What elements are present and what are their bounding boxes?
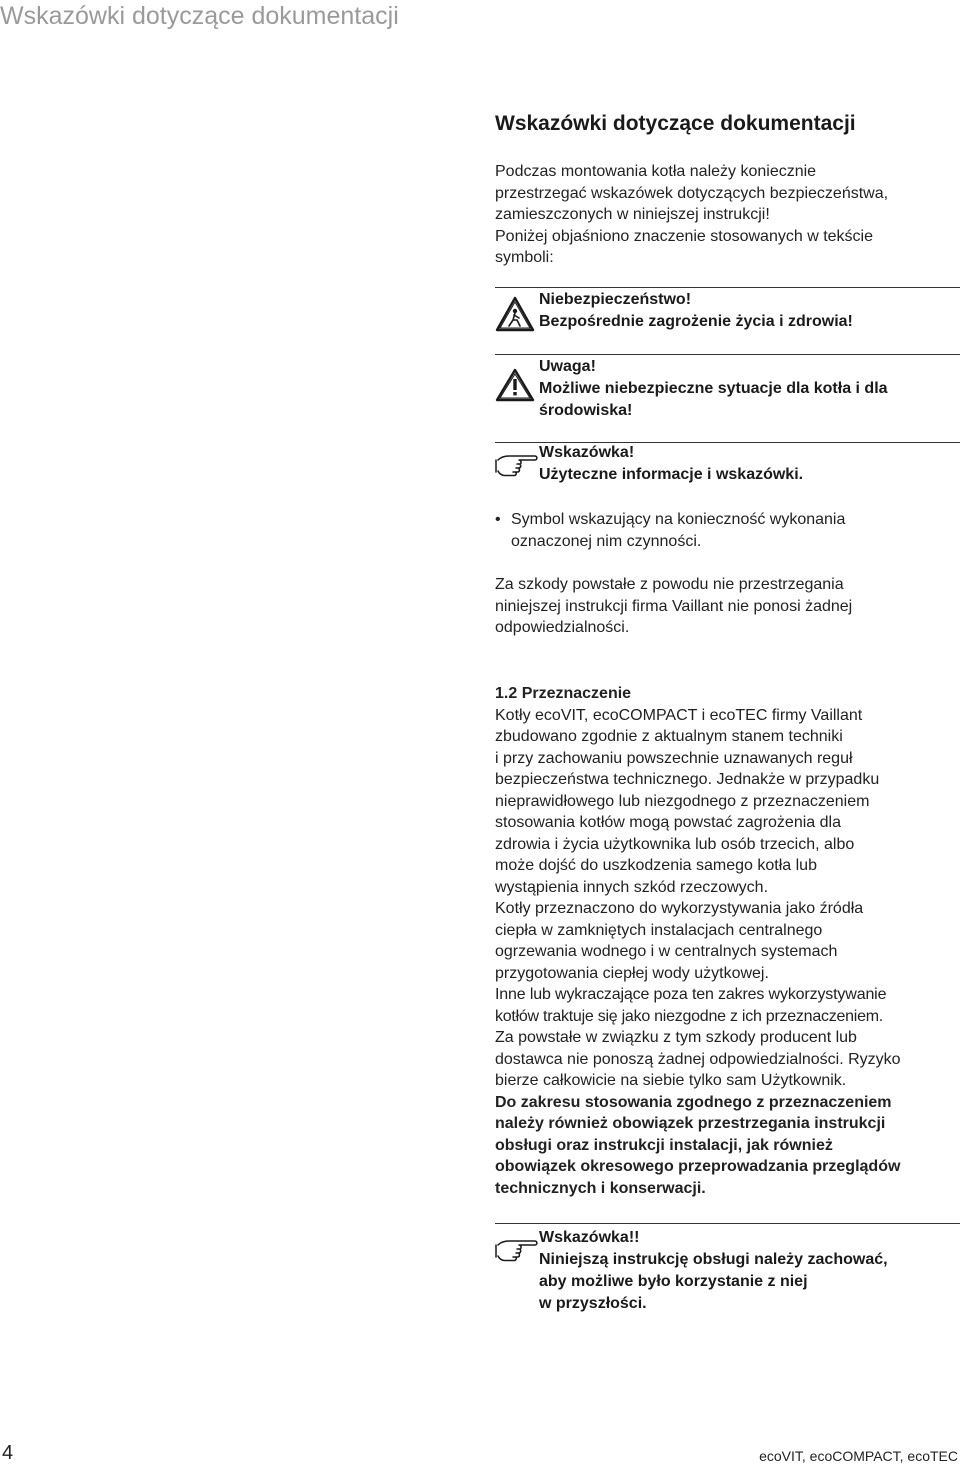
purpose-line: Za powstałe w związku z tym szkody producent lub [495, 1029, 857, 1046]
footer-products: ecoVIT, ecoCOMPACT, ecoTEC [759, 1448, 958, 1464]
danger-title: Niebezpieczeństwo! [539, 291, 692, 308]
purpose-line: nieprawidłowego lub niezgodnego z przeznaczeniem [495, 792, 870, 810]
danger-text: Bezpośrednie zagrożenie życia i zdrowia! [539, 313, 853, 330]
caution-divider [495, 354, 960, 355]
purpose-line: i przy zachowaniu powszechnie uznawanych reguł [495, 749, 853, 767]
purpose-line: stosowania kotłów mogą powstać zagrożenia dla [495, 814, 841, 831]
bullet-line: Symbol wskazujący na konieczność wykonania [511, 511, 846, 528]
intro-line: symboli: [495, 249, 554, 266]
running-header: Wskazówki dotyczące dokumentacji [0, 2, 399, 30]
purpose-line: Inne lub wykraczające poza ten zakres wykorzystywanie [495, 986, 887, 1003]
purpose-bold-line: obsługi oraz instrukcji instalacji, jak również [495, 1136, 833, 1154]
danger-divider [495, 287, 960, 288]
liability-paragraph [495, 574, 957, 639]
bullet-line: oznaczonej nim czynności. [511, 533, 702, 550]
purpose-line: Kotły ecoVIT, ecoCOMPACT i ecoTEC firmy Vaillant [495, 706, 863, 724]
purpose-bold-line: obowiązek okresowego przeprowadzania przeglądów [495, 1158, 901, 1175]
caution-text-line: środowiska! [539, 402, 633, 419]
purpose-line: zdrowia i życia użytkownika lub osób trzecich, albo [495, 835, 855, 853]
liability-line: Za szkody powstałe z powodu nie przestrzegania [495, 576, 844, 593]
caution-title: Uwaga! [539, 358, 596, 375]
liability-line: niniejszej instrukcji firma Vaillant nie ponosi żadnej [495, 597, 853, 615]
intro-line: Poniżej objaśniono znaczenie stosowanych w tekście [495, 227, 873, 245]
intro-line: Podczas montowania kotła należy koniecznie [495, 163, 817, 180]
hint-text: Użyteczne informacje i wskazówki. [539, 466, 804, 483]
bullet-glyph: • [495, 511, 501, 528]
purpose-line: dostawca nie ponoszą żadnej odpowiedzialności. Ryzyko [495, 1050, 901, 1068]
caution-text-line: Możliwe niebezpieczne sytuacje dla kotła i dla [539, 380, 888, 397]
final-hint-line: Niniejszą instrukcję obsługi należy zachować, [539, 1251, 888, 1268]
final-hint-line: aby możliwe było korzystanie z niej [539, 1273, 808, 1290]
purpose-section [495, 683, 960, 1199]
intro-paragraph [495, 161, 957, 269]
final-hint-line: w przyszłości. [539, 1295, 647, 1312]
purpose-line: bierze całkowicie na siebie tylko sam Użytkownik. [495, 1072, 847, 1089]
purpose-line: wystąpienia innych szkód rzeczowych. [495, 878, 769, 896]
intro-line: przestrzegać wskazówek dotyczących bezpieczeństwa, [495, 184, 889, 202]
final-hint-title: Wskazówka!! [539, 1229, 640, 1246]
page-number: 4 [2, 1442, 14, 1464]
purpose-line: może dojść do uszkodzenia samego kotła lub [495, 857, 817, 874]
pointing-hand-icon [495, 1236, 539, 1262]
purpose-line: przygotowania ciepłej wody użytkowej. [495, 964, 769, 982]
final-hint-divider [495, 1223, 960, 1224]
purpose-line: ciepła w zamkniętych instalacjach centralnego [495, 921, 823, 939]
purpose-bold-line: technicznych i konserwacji. [495, 1179, 706, 1197]
section-heading: Wskazówki dotyczące dokumentacji [495, 112, 856, 135]
hint-title: Wskazówka! [539, 444, 635, 461]
purpose-line: zbudowano zgodnie z aktualnym stanem techniki [495, 728, 843, 745]
purpose-line: bezpieczeństwa technicznego. Jednakże w przypadku [495, 771, 880, 788]
purpose-heading: 1.2 Przeznaczenie [495, 685, 632, 702]
purpose-line: Kotły przeznaczono do wykorzystywania jako źródła [495, 900, 864, 917]
purpose-line: ogrzewania wodnego i w centralnych systemach [495, 943, 838, 960]
exclamation-triangle-icon [495, 368, 535, 402]
purpose-line: kotłów traktuje się jako niezgodne z ich przeznaczeniem. [495, 1007, 883, 1025]
pointing-hand-icon [495, 451, 539, 477]
liability-line: odpowiedzialności. [495, 619, 630, 636]
intro-line: zamieszczonych w niniejszej instrukcji! [495, 206, 770, 223]
purpose-bold-line: należy również obowiązek przestrzegania instrukcji [495, 1115, 886, 1132]
danger-person-triangle-icon [495, 296, 535, 332]
purpose-bold-line: Do zakresu stosowania zgodnego z przeznaczeniem [495, 1093, 892, 1111]
